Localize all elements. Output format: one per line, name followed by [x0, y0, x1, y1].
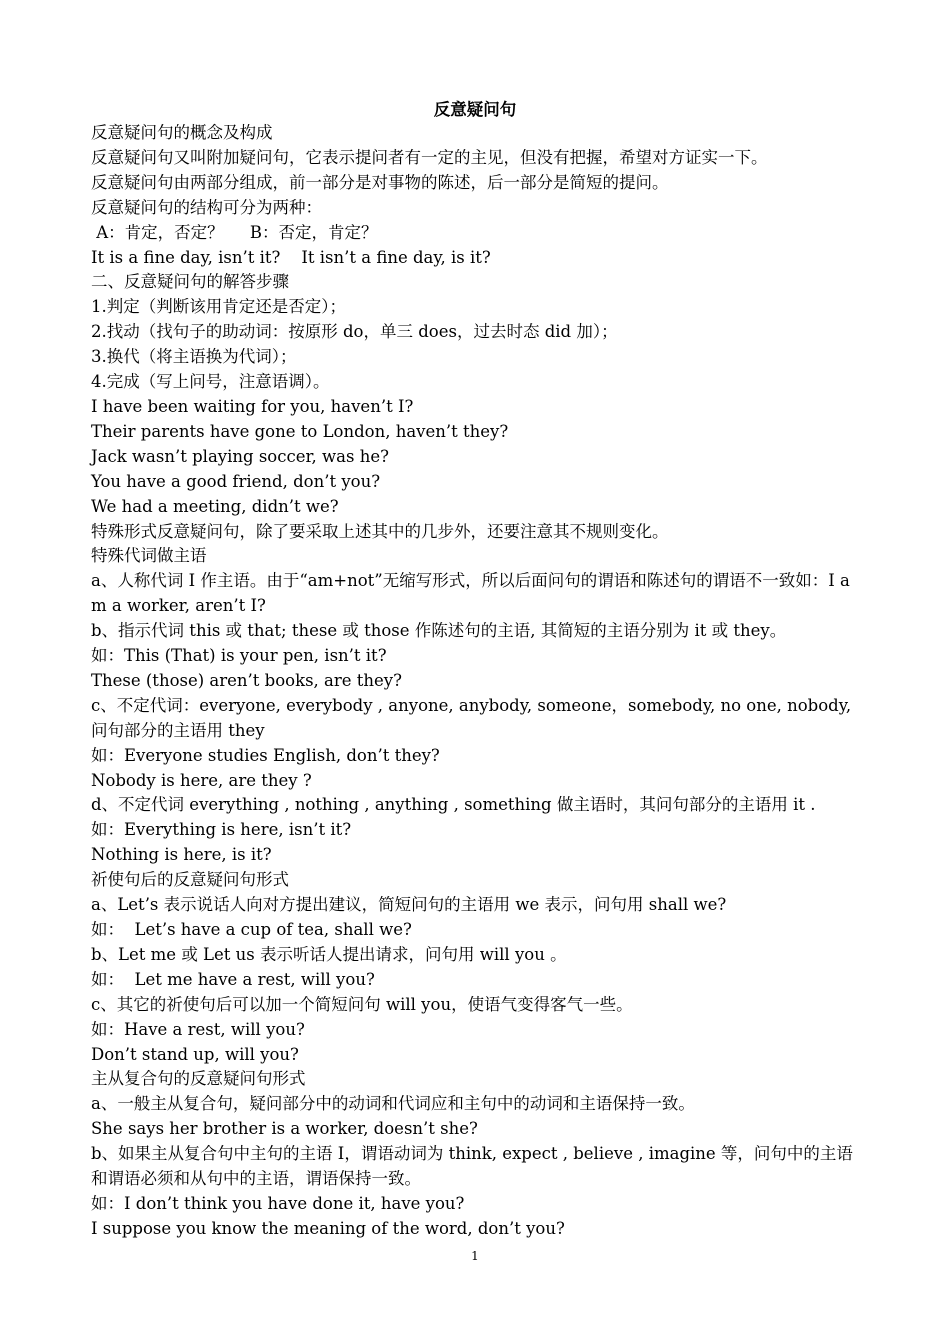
step-4: 4.完成（写上问号，注意语调）。 [91, 372, 330, 392]
example-sentence: 如：Everyone studies English, don’t they? [91, 745, 440, 765]
example-sentence: Nobody is here, are they ? [91, 770, 312, 790]
document-body [91, 121, 863, 1242]
example-sentence: 如： Let me have a rest, will you? [91, 969, 375, 989]
example-sentence: Don’t stand up, will you? [91, 1044, 299, 1064]
example-sentence: 如：Have a rest, will you? [91, 1019, 305, 1039]
rule-a-personal-pronoun: a、人称代词 I 作主语。由于“am+not”无缩写形式，所以后面问句的谓语和陈述句的谓语不一致如：I am a worker, aren’t I? [91, 571, 850, 616]
example-sentence: You have a good friend, don’t you? [91, 471, 381, 491]
example-sentence: 如：I don’t think you have done it, have you? [91, 1193, 465, 1213]
section-heading-imperative: 祈使句后的反意疑问句形式 [91, 870, 289, 890]
step-2: 2.找动（找句子的助动词：按原形 do，单三 does，过去时态 did 加）； [91, 322, 618, 342]
example-sentence: Their parents have gone to London, haven’t they? [91, 421, 509, 441]
structure-types: A：肯定，否定？ B：否定，肯定？ [91, 222, 378, 242]
example-sentence: Jack wasn’t playing soccer, was he? [91, 446, 389, 466]
section-heading-concept: 反意疑问句的概念及构成 [91, 123, 273, 142]
example-sentence: 如：This (That) is your pen, isn’t it? [91, 646, 387, 666]
step-3: 3.换代（将主语换为代词）； [91, 347, 297, 367]
rule-c-other-imperatives: c、其它的祈使句后可以加一个简短问句 will you，使语气变得客气一些。 [91, 994, 633, 1014]
example-sentence: She says her brother is a worker, doesn’t she? [91, 1119, 478, 1139]
rule-b-main-clause-i: b、如果主从复合句中主句的主语 I，谓语动词为 think, expect , believe , imagine 等，问句中的主语和谓语必须和从句中的主语，谓语保持一致。 [91, 1144, 853, 1189]
rule-b-let-me: b、Let me 或 Let us 表示听话人提出请求，问句用 will you 。 [91, 944, 567, 964]
paragraph-definition: 反意疑问句又叫附加疑问句，它表示提问者有一定的主见，但没有把握，希望对方证实一下。 [91, 147, 768, 167]
paragraph-structure-intro: 反意疑问句的结构可分为两种： [91, 197, 322, 217]
example-sentence: I suppose you know the meaning of the word, don’t you? [91, 1218, 565, 1238]
paragraph-composition: 反意疑问句由两部分组成，前一部分是对事物的陈述，后一部分是简短的提问。 [91, 172, 669, 192]
paragraph-special-forms: 特殊形式反意疑问句，除了要采取上述其中的几步外，还要注意其不规则变化。 [91, 521, 669, 541]
rule-b-demonstrative-pronoun: b、指示代词 this 或 that; these 或 those 作陈述句的主语, 其简短的主语分别为 it 或 they。 [91, 621, 787, 641]
example-sentence: We had a meeting, didn’t we? [91, 496, 339, 516]
structure-examples: It is a fine day, isn’t it? It isn’t a fine day, is it? [91, 247, 491, 267]
example-sentence: I have been waiting for you, haven’t I? [91, 396, 414, 416]
step-1: 1.判定（判断该用肯定还是否定）； [91, 297, 346, 317]
page-title: 反意疑问句 [433, 100, 517, 119]
example-sentence: 如： Let’s have a cup of tea, shall we? [91, 920, 412, 939]
rule-a-general-complex: a、一般主从复合句，疑问部分中的动词和代词应和主句中的动词和主语保持一致。 [91, 1094, 695, 1114]
rule-d-indefinite-pronoun-thing: d、不定代词 everything , nothing , anything , something 做主语时，其问句部分的主语用 it . [91, 795, 816, 815]
example-sentence: Nothing is here, is it? [91, 845, 272, 865]
section-heading-complex-sentence: 主从复合句的反意疑问句形式 [91, 1069, 306, 1089]
section-heading-steps: 二、反意疑问句的解答步骤 [91, 272, 289, 292]
example-sentence: These (those) aren’t books, are they? [91, 670, 402, 690]
page-number: 1 [471, 1249, 479, 1263]
example-sentence: 如：Everything is here, isn’t it? [91, 820, 352, 840]
rule-c-indefinite-pronoun: c、不定代词：everyone, everybody , anyone, anybody, someone，somebody, no one, nobody,问句部分的主语用 they [91, 695, 852, 740]
section-heading-special-pronouns: 特殊代词做主语 [91, 546, 207, 566]
rule-a-lets: a、Let’s 表示说话人向对方提出建议，简短问句的主语用 we 表示，问句用 shall we? [91, 895, 727, 915]
